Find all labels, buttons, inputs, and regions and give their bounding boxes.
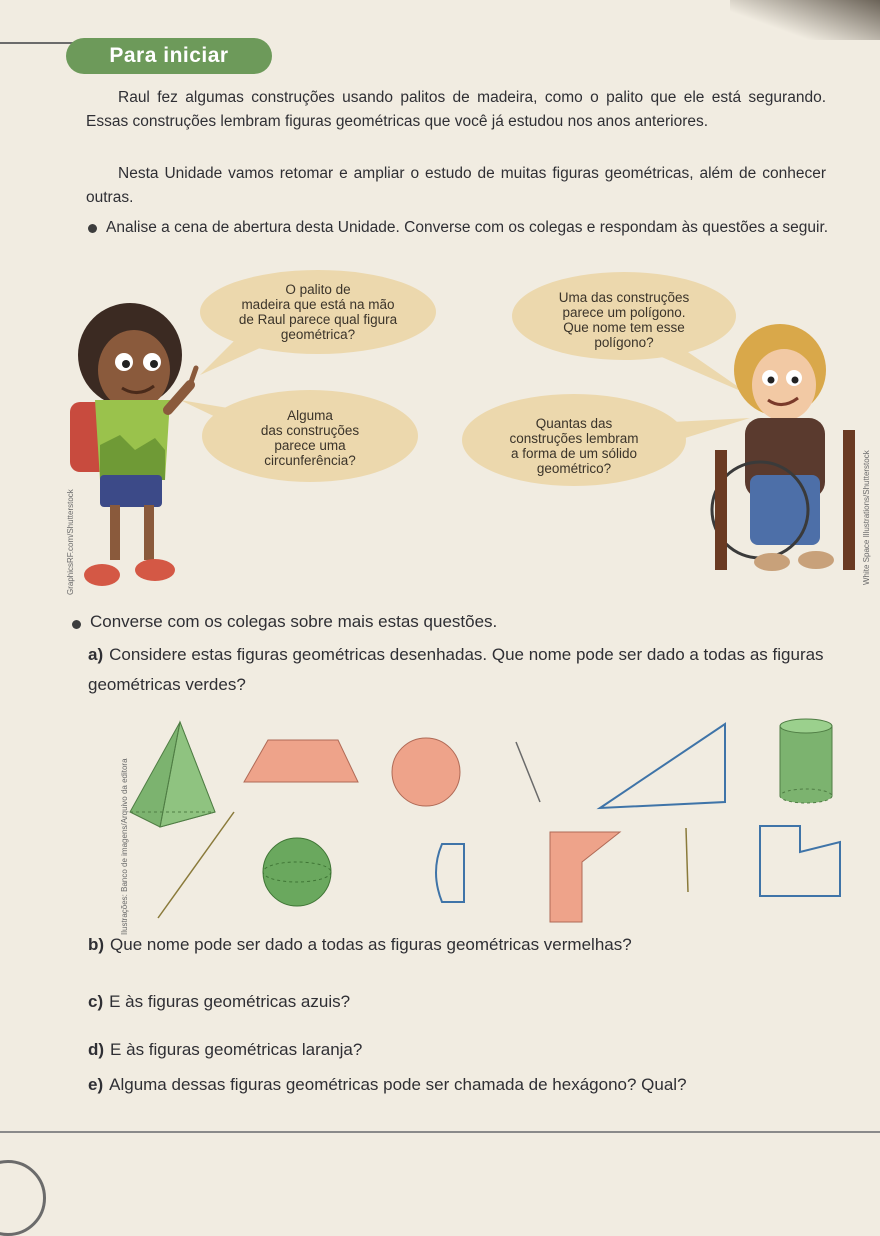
image-credit-left: GraphicsRF.com/Shutterstock [66,489,75,595]
question-letter: a) [88,645,104,664]
bubble-3-line: Alguma [287,408,333,423]
intro-paragraph-3: Analise a cena de abertura desta Unidade. Converse com os colegas e respondam às questões a seguir. [106,219,829,236]
question-text: E às figuras geométricas azuis? [109,992,351,1011]
bubble-1-line: de Raul parece qual figura [238,312,398,327]
image-credit-right: White Space Illustrations/Shutterstock [862,450,871,585]
bubble-2-line: Que nome tem esse [563,320,685,335]
scene-illustration [60,270,880,600]
boy-character [70,303,196,586]
line-segment [686,828,688,892]
question-text: E às figuras geométricas laranja? [110,1040,363,1059]
bubble-3-line: circunferência? [264,453,356,468]
bubble-1-line: O palito de [285,282,351,297]
bubble-text-1 [210,282,426,342]
figures-illustration [120,712,860,942]
intro-paragraph-1: Raul fez algumas construções usando palitos de madeira, como o palito que ele está segurando. Essas construções lembram figuras geométricas que você já estudou nos anos anteriores. [86,89,826,130]
line-segment [516,742,540,802]
questions-intro: Converse com os colegas sobre mais estas questões. [90,612,498,631]
question-text: Alguma dessas figuras geométricas pode ser chamada de hexágono? Qual? [109,1075,687,1094]
question-text: Que nome pode ser dado a todas as figuras geométricas vermelhas? [110,935,632,954]
bullet-icon [88,224,97,233]
question-a [88,640,880,700]
bubble-4-line: a forma de um sólido [510,446,638,461]
bubble-2-line: Uma das construções [558,290,690,305]
bubble-4-line: geométrico? [536,461,612,476]
wheelchair-boy-character [712,324,855,571]
question-e [88,1075,687,1095]
page-corner-shadow [730,0,880,40]
green-cylinder [780,719,832,803]
green-sphere [263,838,331,906]
orange-circle [392,738,460,806]
question-letter: c) [88,992,104,1011]
geometric-figures [120,712,860,942]
orange-polygon [550,832,620,922]
line-segment [158,812,234,918]
bubble-4-line: construções lembram [509,431,639,446]
question-letter: e) [88,1075,104,1094]
section-title: Para iniciar [66,38,272,74]
green-pyramid [130,722,215,827]
question-letter: d) [88,1040,105,1059]
illustration-credit: Ilustrações: Banco de imagens/Arquivo da editora [120,758,129,935]
blue-triangle [600,724,725,808]
bubble-3-line: parece uma [274,438,346,453]
bubble-text-4 [474,416,674,476]
opening-scene [60,270,880,600]
question-letter: b) [88,935,105,954]
question-c [88,992,350,1012]
intro-paragraph-2: Nesta Unidade vamos retomar e ampliar o estudo de muitas figuras geométricas, além de conhecer outras. [86,165,826,206]
question-b [88,935,632,955]
footer-decoration [0,1160,46,1236]
footer-rule [0,1131,880,1133]
bubble-4-line: Quantas das [535,416,613,431]
bubble-1-line: geométrica? [280,327,356,342]
bubble-2-line: parece um polígono. [562,305,686,320]
question-d [88,1040,362,1060]
bubble-2-line: polígono? [594,335,654,350]
blue-polygon [760,826,840,896]
bubble-1-line: madeira que está na mão [241,297,395,312]
bullet-icon [72,620,81,629]
bubble-text-3 [210,408,410,468]
orange-trapezoid [244,740,358,782]
bubble-text-2 [514,290,734,350]
question-text: Considere estas figuras geométricas desenhadas. Que nome pode ser dado a todas as figuras geométricas verdes? [88,645,824,694]
blue-open-figure [436,844,464,902]
bubble-3-line: das construções [260,423,360,438]
